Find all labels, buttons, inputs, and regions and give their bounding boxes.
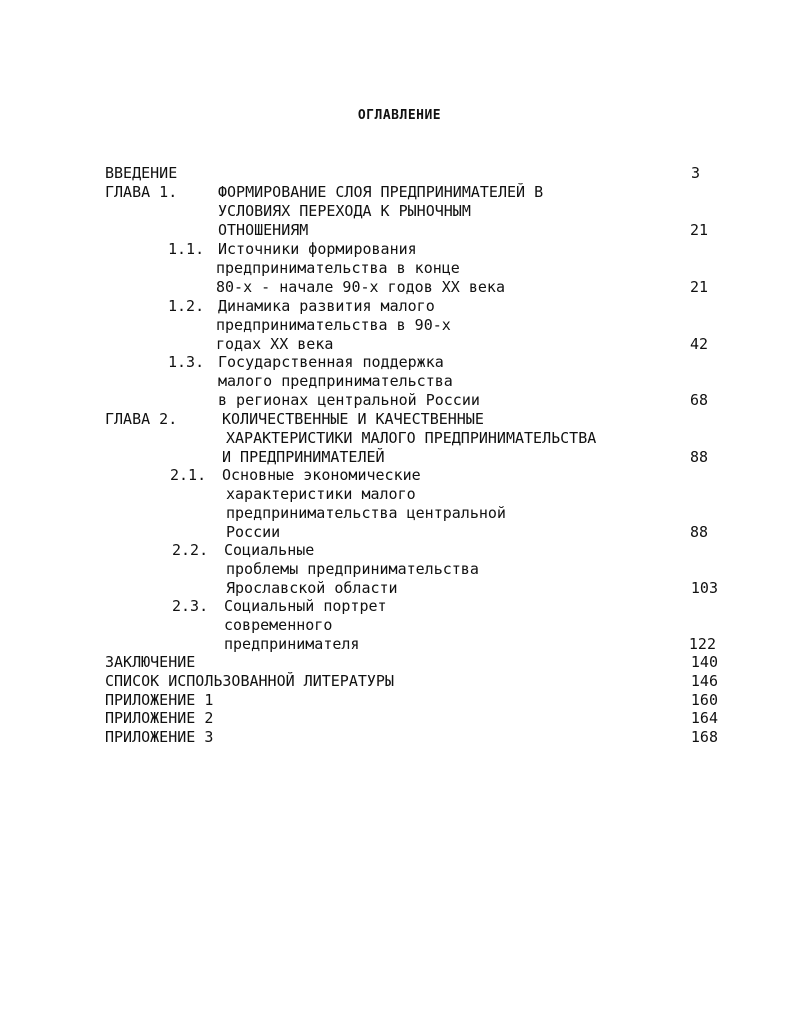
toc-text-line: Социальный портрет: [224, 597, 387, 615]
toc-label: 2.2.: [172, 541, 209, 559]
toc-text-line: предпринимательства в конце: [216, 259, 460, 277]
toc-text-line: КОЛИЧЕСТВЕННЫЕ И КАЧЕСТВЕННЫЕ: [222, 410, 484, 428]
toc-text-line: Государственная поддержка: [218, 353, 444, 371]
toc-text-line: ОТНОШЕНИЯМ: [218, 221, 309, 239]
toc-text-line: современного: [224, 616, 333, 634]
toc-page-number: 68: [689, 391, 708, 409]
toc-text-line: Динамика развития малого: [218, 297, 435, 315]
toc-label: ГЛАВА 2.: [105, 410, 178, 428]
toc-text-line: годах XX века: [216, 335, 334, 353]
page-title: ОГЛАВЛЕНИЕ: [357, 108, 442, 123]
toc-text-line: предпринимательства в 90-х: [216, 316, 451, 334]
toc-label: 2.3.: [172, 597, 209, 615]
toc-label: ПРИЛОЖЕНИЕ 1: [105, 691, 214, 709]
toc-text-line: России: [226, 523, 281, 541]
toc-label: 1.3.: [168, 353, 205, 371]
toc-label: 1.1.: [168, 240, 205, 258]
toc-text-line: малого предпринимательства: [218, 372, 453, 390]
toc-page-number: 146: [690, 672, 718, 690]
toc-text-line: И ПРЕДПРИНИМАТЕЛЕЙ: [222, 448, 385, 466]
toc-page-number: 140: [690, 653, 718, 671]
toc-label: ЗАКЛЮЧЕНИЕ: [105, 653, 196, 671]
toc-page-number: 103: [690, 579, 718, 597]
toc-page-number: 88: [689, 448, 708, 466]
toc-text-line: предпринимательства центральной: [226, 504, 506, 522]
toc-label: ПРИЛОЖЕНИЕ 3: [105, 728, 214, 746]
toc-text-line: предпринимателя: [224, 635, 360, 653]
toc-page-number: 88: [689, 523, 708, 541]
toc-label: 1.2.: [168, 297, 205, 315]
toc-page-number: 168: [690, 728, 718, 746]
toc-text-line: 80-х - начале 90-х годов XX века: [216, 278, 505, 296]
toc-text-line: проблемы предпринимательства: [226, 560, 479, 578]
toc-page-number: 42: [689, 335, 708, 353]
toc-text-line: Источники формирования: [218, 240, 417, 258]
toc-label: 2.1.: [170, 466, 207, 484]
toc-label: СПИСОК ИСПОЛЬЗОВАННОЙ ЛИТЕРАТУРЫ: [105, 672, 394, 690]
toc-label: ВВЕДЕНИЕ: [105, 164, 178, 182]
toc-label: ПРИЛОЖЕНИЕ 2: [105, 709, 214, 727]
toc-page-number: 3: [690, 164, 700, 182]
toc-text-line: Ярославской области: [226, 579, 398, 597]
toc-text-line: ФОРМИРОВАНИЕ СЛОЯ ПРЕДПРИНИМАТЕЛЕЙ В: [218, 183, 544, 201]
toc-page-number: 160: [690, 691, 718, 709]
toc-text-line: Социальные: [224, 541, 315, 559]
toc-page-number: 122: [688, 635, 716, 653]
toc-text-line: Основные экономические: [222, 466, 421, 484]
toc-page-number: 21: [689, 221, 708, 239]
toc-page-number: 21: [689, 278, 708, 296]
toc-text-line: характеристики малого: [226, 485, 416, 503]
toc-text-line: ХАРАКТЕРИСТИКИ МАЛОГО ПРЕДПРИНИМАТЕЛЬСТВА: [226, 429, 597, 447]
toc-text-line: УСЛОВИЯХ ПЕРЕХОДА К РЫНОЧНЫМ: [218, 202, 471, 220]
toc-page-number: 164: [690, 709, 718, 727]
toc-text-line: в регионах центральной России: [218, 391, 480, 409]
toc-label: ГЛАВА 1.: [105, 183, 178, 201]
